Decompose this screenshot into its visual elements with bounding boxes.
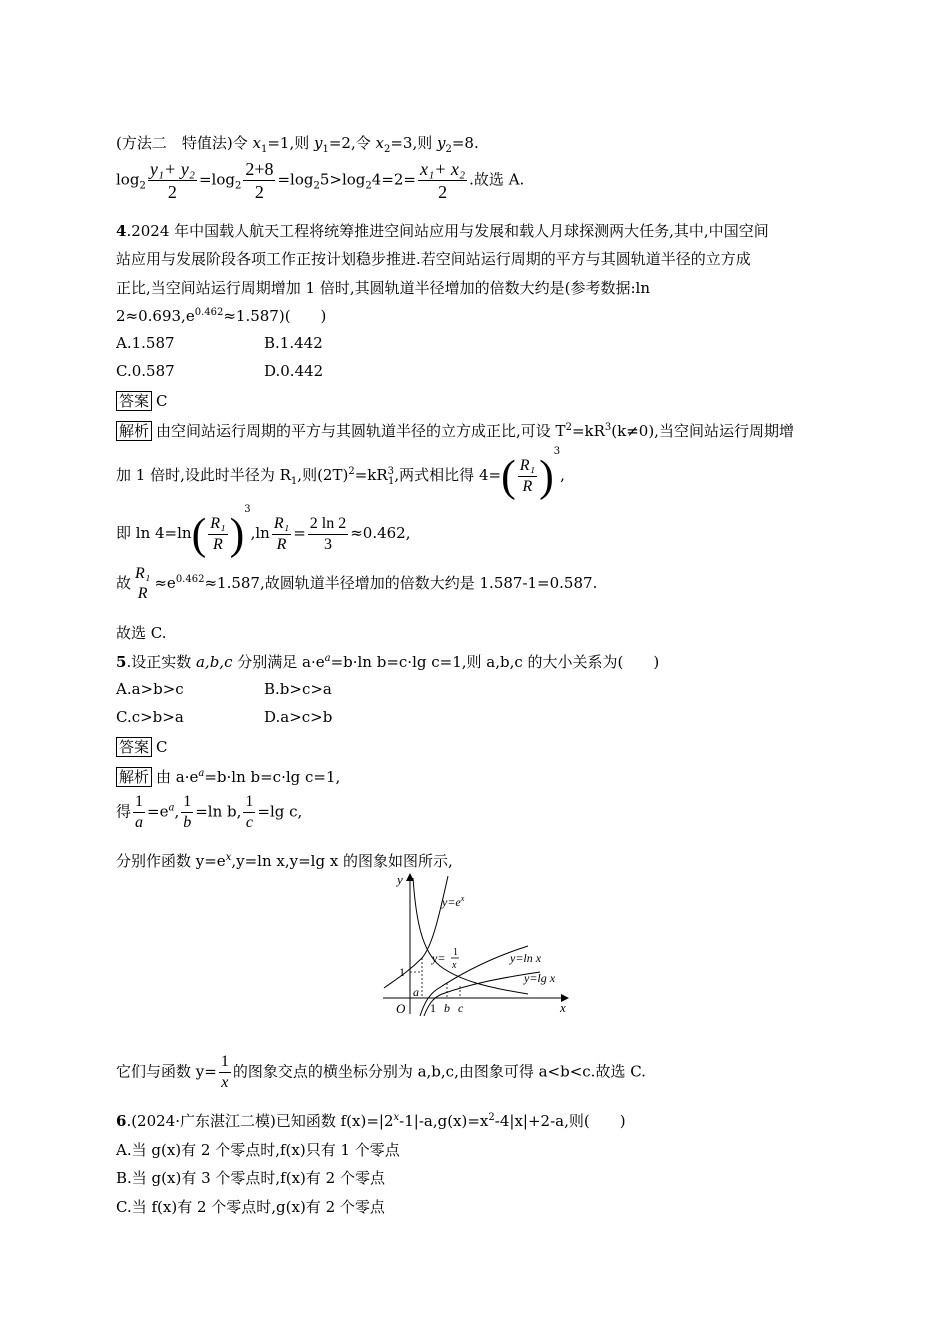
- num: 1: [181, 792, 193, 813]
- text: 由空间站运行周期的平方与其圆轨道半径的立方成正比,可设 T: [156, 422, 566, 440]
- text: ≈e: [154, 574, 176, 592]
- x-axis-label: x: [560, 1000, 566, 1015]
- sup: a: [198, 768, 205, 779]
- sup: a: [324, 653, 331, 664]
- vars: a,b,c: [195, 653, 233, 671]
- text: =b·ln b=c·lg c=1,则 a,b,c 的大小关系为( ): [330, 653, 660, 671]
- q4-option-d: D.0.442: [264, 362, 324, 380]
- answer-tag: 答案: [116, 737, 152, 757]
- var: x: [375, 134, 384, 152]
- fraction: [133, 564, 152, 604]
- text: 5>log: [319, 170, 366, 189]
- text: =log: [277, 170, 314, 189]
- text: =ln b,: [195, 802, 242, 821]
- origin-label: O: [396, 1001, 406, 1016]
- text: 分别作函数 y=e: [116, 852, 226, 870]
- q5-option-d: D.a>c>b: [264, 708, 333, 726]
- fraction: [219, 1052, 231, 1093]
- num: 2+8: [245, 159, 274, 179]
- q4-analysis-1: 解析 由空间站运行周期的平方与其圆轨道半径的立方成正比,可设 $T^2=kR^3(k\ne 0)$,当空间站运行周期增: [116, 420, 794, 441]
- num: R₁: [135, 565, 151, 582]
- den: 2: [167, 182, 177, 202]
- tick-1y: 1: [399, 965, 405, 979]
- label-exp-sup: x: [460, 894, 465, 903]
- answer-tag: 答案: [116, 391, 152, 411]
- var: y: [437, 134, 446, 152]
- text: 分别满足 a·e: [232, 653, 325, 671]
- den: R: [137, 585, 148, 602]
- num: R₁: [272, 514, 291, 535]
- text: 得: [116, 802, 132, 821]
- tick-b: b: [444, 1001, 450, 1015]
- analysis-tag: 解析: [116, 767, 152, 787]
- sup: x: [393, 1112, 400, 1123]
- sup: a: [168, 802, 175, 814]
- question-number: 6: [116, 1112, 127, 1130]
- text: ≈0.462,: [350, 524, 411, 542]
- q5-analysis-4: [116, 1052, 646, 1093]
- text: 加 1 倍时,设此时半径为 R: [116, 466, 291, 484]
- den: R: [522, 477, 533, 495]
- question-number: 5: [116, 653, 127, 671]
- label-inverse: y=: [432, 951, 446, 965]
- text: =kR: [571, 422, 605, 440]
- den: a: [135, 814, 144, 831]
- num: 1: [133, 792, 145, 813]
- q4-analysis-5: 故选 C.: [116, 624, 167, 642]
- fraction: [418, 158, 467, 203]
- label-exp: [441, 894, 465, 909]
- text: -4|x|+2-a,则( ): [494, 1112, 626, 1130]
- q4-line4: [116, 305, 326, 326]
- label-inverse-den: x: [452, 960, 457, 971]
- text: 2≈0.693,e: [116, 307, 195, 325]
- q6-option-a: A.当 g(x)有 2 个零点时,f(x)只有 1 个零点: [116, 1141, 400, 1159]
- text: -1|-a,g(x)=x: [399, 1112, 489, 1130]
- den: R: [276, 535, 287, 553]
- den: 2: [254, 182, 264, 202]
- text: ≈1.587,故圆轨道半径增加的倍数大约是 1.587-1=0.587.: [204, 574, 598, 592]
- text: =kR: [354, 466, 388, 484]
- num: x₁+ x₂: [420, 159, 466, 179]
- q4-line3: 正比,当空间站运行周期增加 1 倍时,其圆轨道半径增加的倍数大约是(参考数据:ln: [116, 279, 650, 297]
- num: 1: [219, 1052, 231, 1073]
- q5-stem: [116, 651, 659, 672]
- q5-analysis-2: [116, 792, 302, 833]
- q4-analysis-2: 加 1 倍时,设此时半径为 $R_1$,则$(2T)^2=kR^3_1$,两式相比得 4=( $\frac{\text{R₁}}{R}$ )$^3$,: [116, 446, 565, 501]
- q6-option-b: B.当 g(x)有 3 个零点时,f(x)有 2 个零点: [116, 1169, 385, 1187]
- text: ≈1.587)( ): [223, 307, 327, 325]
- label-inverse-num: 1: [453, 947, 458, 958]
- tick-c: c: [458, 1001, 464, 1015]
- text: =log: [198, 170, 235, 189]
- text: =e: [147, 802, 169, 821]
- text: =8.: [451, 134, 479, 152]
- answer-value: C: [156, 392, 168, 410]
- text: ,y=ln x,y=lg x 的图象如图所示,: [231, 852, 453, 870]
- text: ,: [174, 802, 180, 821]
- text: .设正实数: [126, 653, 196, 671]
- method2-line: (方法二 特值法)令 $x_1=1$,则 $y_1=2$,令 $x_2=3$,则 $y_2=8$.: [116, 134, 479, 155]
- fraction: [518, 456, 537, 497]
- log-line: $\log_2$ $\frac{\text{y₁+ y₂}}{2}$ $=\log_2$ $\frac{2+8}{2}$ $=\log_25>\log_24=2=$ $\frac{\text{x₁+ x₂}}{2}$ .故选 A.: [116, 159, 525, 202]
- den: b: [183, 814, 192, 831]
- q4-line1: [116, 220, 769, 241]
- text: 的图象交点的横坐标分别为 a,b,c,由图象可得 a<b<c.故选 C.: [232, 1062, 646, 1081]
- tick-a: a: [413, 985, 419, 999]
- label-exp-text: y=e: [442, 895, 461, 909]
- num: R₁: [518, 456, 537, 477]
- text: log: [116, 170, 140, 189]
- text: 4=2=: [371, 170, 417, 189]
- den: 3: [323, 535, 332, 553]
- fraction: [243, 792, 255, 833]
- text: =1,则: [267, 134, 314, 152]
- q4-option-b: B.1.442: [264, 334, 323, 352]
- sup: 0.462: [194, 307, 224, 318]
- curve-exp: [384, 876, 448, 988]
- q5-analysis-1: [116, 766, 340, 787]
- text: .2024 年中国载人航天工程将统筹推进空间站应用与发展和载人月球探测两大任务,其中,中国空间: [126, 222, 769, 240]
- fraction: [148, 158, 197, 203]
- text: =2,令: [328, 134, 376, 152]
- text: =b·ln b=c·lg c=1,: [204, 768, 341, 786]
- fraction: [208, 514, 227, 555]
- fraction: [272, 514, 291, 555]
- text: ,则(2T): [297, 466, 349, 484]
- text: 故: [116, 574, 132, 592]
- answer-value: C: [156, 738, 168, 756]
- function-graph: [380, 866, 575, 1016]
- text: 即 ln 4=ln: [116, 524, 192, 542]
- var: x: [252, 134, 261, 152]
- num: 1: [243, 792, 255, 813]
- text: ,两式相比得 4=: [394, 466, 502, 484]
- text: =lg c,: [257, 802, 303, 821]
- den: c: [245, 814, 253, 831]
- q4-option-c: C.0.587: [116, 362, 175, 380]
- text: (方法二 特值法)令: [116, 134, 253, 152]
- text: =: [293, 524, 306, 542]
- q4-answer: [116, 391, 168, 411]
- q6-option-c: C.当 f(x)有 2 个零点时,g(x)有 2 个零点: [116, 1198, 385, 1216]
- q4-line2: 站应用与发展阶段各项工作正按计划稳步推进.若空间站运行周期的平方与其圆轨道半径的立方成: [116, 250, 751, 268]
- y-axis-label: y: [397, 872, 403, 887]
- q6-stem: [116, 1110, 626, 1131]
- curve-lg: [424, 972, 540, 1016]
- text: .(2024·广东湛江二模)已知函数 f(x)=|2: [126, 1112, 394, 1130]
- fraction: [133, 792, 145, 833]
- label-ln: y=ln x: [510, 951, 542, 965]
- tick-1x: 1: [430, 1001, 436, 1015]
- q4-analysis-3: 即 ln 4=ln( $\frac{\text{R₁}}{R}$ )$^3$,ln $\frac{\text{R₁}}{R}$ = $\frac{2 \ln 2}{3}$ ≈0.462,: [116, 504, 411, 559]
- q5-option-c: C.c>b>a: [116, 708, 184, 726]
- num: 2 ln 2: [308, 514, 348, 535]
- sup: x: [225, 852, 232, 863]
- q5-answer: [116, 737, 168, 757]
- q4-analysis-4: [116, 564, 597, 604]
- text: 由 a·e: [156, 768, 199, 786]
- text: .故选 A.: [469, 170, 525, 189]
- text: (k≠0),当空间站运行周期增: [611, 422, 794, 440]
- q5-option-b: B.b>c>a: [264, 680, 332, 698]
- den: R: [213, 535, 223, 553]
- den: x: [221, 1074, 229, 1091]
- question-number: 4: [116, 222, 127, 240]
- fraction: [181, 792, 193, 833]
- sup: 0.462: [175, 574, 205, 585]
- q5-option-a: A.a>b>c: [116, 680, 184, 698]
- fraction: [308, 514, 348, 555]
- fraction: [243, 158, 275, 203]
- var: y: [313, 134, 323, 152]
- text: 它们与函数 y=: [116, 1062, 217, 1081]
- num: R₁: [208, 514, 227, 535]
- analysis-tag: 解析: [116, 421, 152, 441]
- q4-option-a: A.1.587: [116, 334, 175, 352]
- text: ,ln: [250, 524, 270, 542]
- text: =3,则: [390, 134, 437, 152]
- sup: 2: [488, 1112, 495, 1123]
- den: 2: [438, 182, 448, 202]
- label-lg: y=lg x: [524, 971, 556, 985]
- num: y₁+ y₂: [149, 159, 195, 179]
